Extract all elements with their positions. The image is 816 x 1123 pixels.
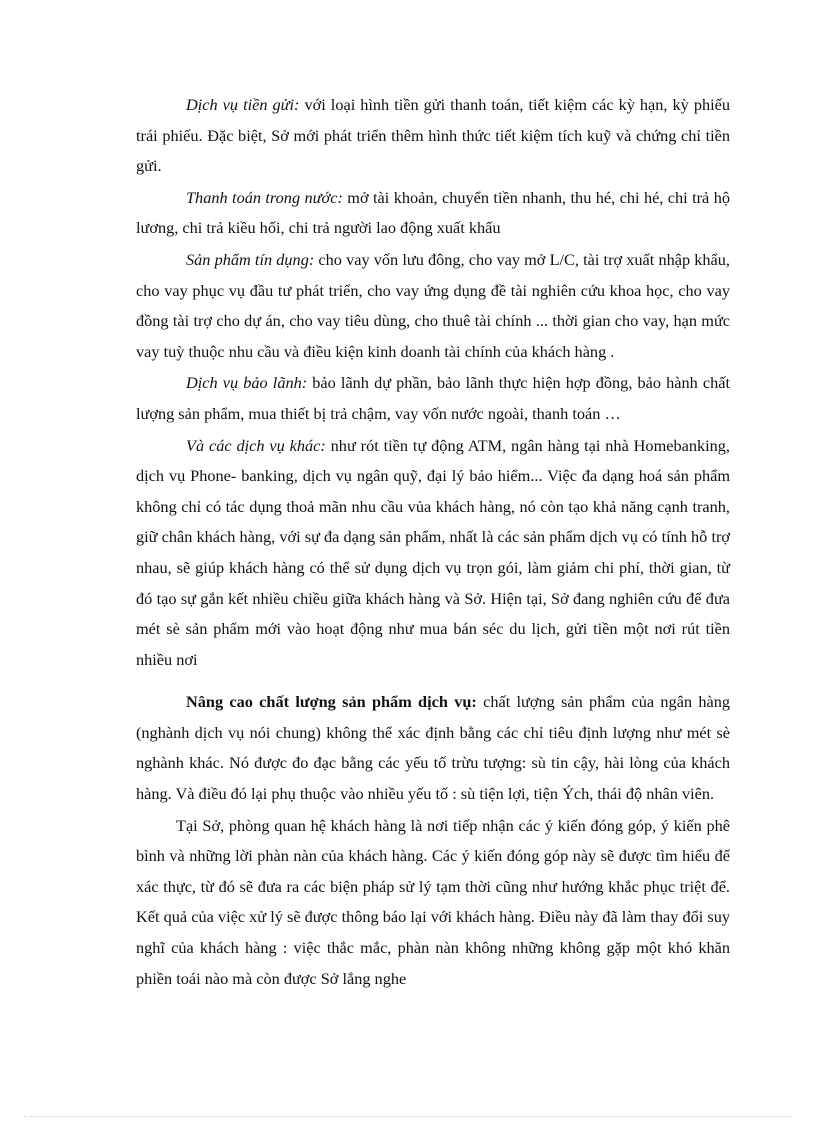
text-deposit-services: với loại hình tiền gửi thanh toán, tiết kiệm các kỳ hạn, kỳ phiếu trái phiếu. Đặc biệt, Sở mới phát triển thêm hình thức tiết kiệm tích kuỹ và chứng chỉ tiền gửi. [136, 95, 731, 176]
footer-divider [24, 1116, 792, 1117]
text-customer-relations: Tại Sở, phòng quan hệ khách hàng là nơi tiếp nhận các ý kiến đóng góp, ý kiến phê bình và những lời phàn nàn của khách hàng. Các ý kiến đóng góp này sẽ được tìm hiểu để xác thực, từ đó sẽ đưa ra các biện pháp sử lý tạm thời cũng như hướng khắc phục triệt để. Kết quả của việc xử lý sẽ được thông báo lại với khách hàng. Điều này đã làm thay đổi suy nghĩ của khách hàng : việc thắc mắc, phàn nàn không những không gặp một khó khăn phiền toái nào mà còn được Sở lắng nghe [136, 815, 730, 988]
text-domestic-payment: mở tài khoản, chuyển tiền nhanh, thu hé, chi hé, chi trả hộ lương, chi trả kiều hối, chi trả người lao động xuất khẩu [136, 187, 730, 238]
text-other-services: như rót tiền tự động ATM, ngân hàng tại nhà Homebanking, dịch vụ Phone- banking, dịch vụ ngân quỹ, đại lý bảo hiểm... Việc đa dạng hoá sản phẩm không chỉ có tác dụng thoả mãn nhu cầu vủa khách hàng, nó còn tạo khả năng cạnh tranh, giữ chân khách hàng, với sự đa dạng sản phẩm, nhất là các sản phẩm dịch vụ có tính hỗ trợ nhau, sẽ giúp khách hàng có thể sử dụng dịch vụ trọn gói, làm giảm chi phí, thời gian, từ đó tạo sự gắn kết nhiều chiều giữa khách hàng và Sở. Hiện tại, Sở đang nghiên cứu để đưa mét sè sản phẩm mới vào hoạt động như mua bán séc du lịch, gửi tiền một nơi rút tiền nhiều nơi [136, 435, 730, 669]
paragraph-deposit-services [136, 90, 730, 182]
paragraph-quality-improvement [136, 687, 730, 809]
term-credit-products: Sản phẩm tín dụng: [186, 249, 315, 269]
paragraph-credit-products [136, 245, 730, 367]
term-deposit-services: Dịch vụ tiền gửi: [186, 95, 300, 114]
paragraph-guarantee-services [136, 368, 730, 429]
term-quality-improvement: Nâng cao chất lượng sản phẩm dịch vụ: [186, 692, 477, 712]
term-guarantee-services: Dịch vụ bảo lãnh: [186, 373, 308, 393]
paragraph-customer-relations [136, 811, 730, 995]
text-quality-improvement: chất lượng sản phẩm của ngân hàng (nghành dịch vụ nói chung) không thể xác định bằng các chỉ tiêu định lượng như mét sè nghành khác. Nó được đo đạc bằng các yếu tố trừu tượng: sù tin cậy, hài lòng của khách hàng. Và điều đó lại phụ thuộc vào nhiều yếu tố : sù tiện lợi, tiện Ých, thái độ nhân viên. [136, 692, 730, 804]
document-body [136, 90, 730, 994]
term-other-services: Và các dịch vụ khác: [186, 435, 326, 455]
text-credit-products: cho vay vốn lưu đông, cho vay mở L/C, tài trợ xuất nhập khẩu, cho vay phục vụ đầu tư phát triển, cho vay ứng dụng đề tài nghiên cứu khoa học, cho vay đồng tài trợ cho dự án, cho vay tiêu dùng, cho thuê tài chính ... thời gian cho vay, hạn mức vay tuỳ thuộc nhu cầu và điều kiện kinh doanh tài chính của khách hàng . [136, 249, 730, 361]
paragraph-domestic-payment [136, 183, 730, 244]
term-domestic-payment: Thanh toán trong nước: [186, 187, 343, 207]
text-guarantee-services: bảo lãnh dự phần, bảo lãnh thực hiện hợp đồng, bảo hành chất lượng sản phẩm, mua thiết bị trả chậm, vay vốn nước ngoài, thanh toán … [136, 373, 731, 423]
paragraph-other-services [136, 431, 730, 676]
